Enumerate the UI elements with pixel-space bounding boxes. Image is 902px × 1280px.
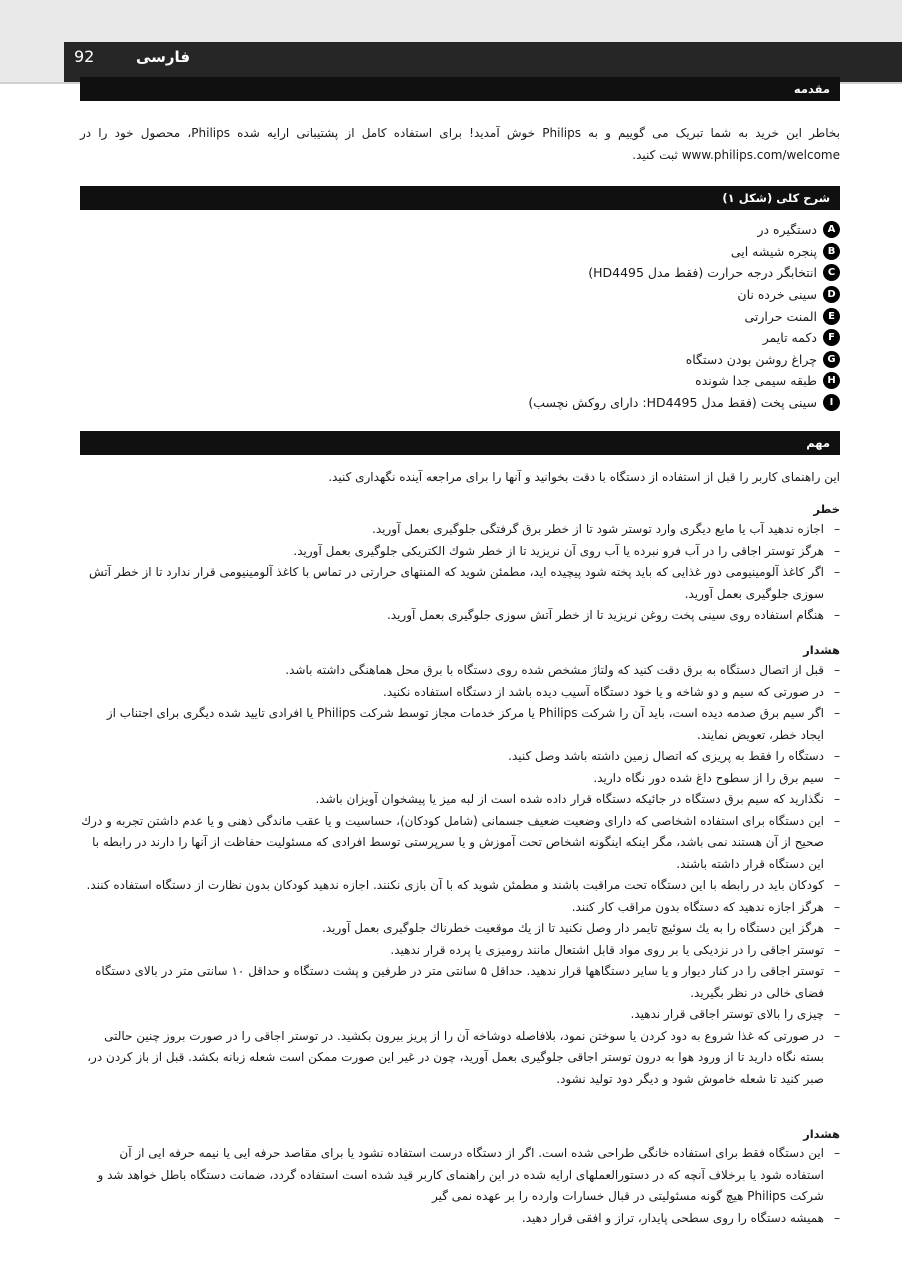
bullet-item: – این دستگاه فقط برای استفاده خانگی طراحی شده است. اگر از دستگاه درست استفاده نشود یا برای مقاصد حرفه ایی یا نیمه حرفه ایی از آن استفاده شود یا برخلاف آنچه که در دستورالعملهای ارایه شده در این راهنمای کاربر قید شده است استفاده گردد، ضمانت دستگاه باطل خواهد شد و شرکت Philips هیچ گونه مسئولیتی در قبال خسارات وارده را بر عهده نمی گیر [80, 1143, 840, 1208]
part-letter-badge: D [823, 286, 840, 303]
important-intro: این راهنمای کاربر را قبل از استفاده از دستگاه با دقت بخوانید و آنها را برای مراجعه آینده نگهداری کنید. [328, 470, 840, 484]
parts-list [80, 219, 840, 413]
warning-title: هشدار [803, 643, 840, 657]
part-label: المنت حرارتی [744, 308, 817, 324]
bullet-item: – هرگز اجازه ندهید که دستگاه بدون مراقب کار کنند. [80, 897, 840, 919]
warning-list [80, 660, 840, 1090]
top-banner [0, 0, 902, 84]
bullet-item: – اجازه ندهید آب یا مایع دیگری وارد توستر شود تا از خطر برق گرفتگی جلوگیری بعمل آورید. [80, 519, 840, 541]
bullet-item: – اگر سیم برق صدمه دیده است، باید آن را شرکت Philips یا مرکز خدمات مجاز توسط شرکت Philips یا افرادی تایید شده دیگری برای اجتناب از ایجاد خطر، تعویض نمایند. [80, 703, 840, 746]
part-item [80, 349, 840, 371]
part-letter-badge: F [823, 329, 840, 346]
bullet-item: – همیشه دستگاه را روی سطحی پایدار، تراز و افقی قرار دهید. [80, 1208, 840, 1230]
part-item [80, 370, 840, 392]
part-letter-badge: B [823, 243, 840, 260]
overview-heading-bar: شرح کلی (شکل ۱) [80, 186, 840, 210]
bullet-item: – هرگز توستر اجاقی را در آب فرو نبرده یا آب روی آن نریزید تا از خطر شوك الکتریکی جلوگیری بعمل آورید. [80, 541, 840, 563]
part-label: چراغ روشن بودن دستگاه [685, 351, 817, 367]
intro-text: بخاطر این خرید به شما تبریک می گوییم و به Philips خوش آمدید! برای استفاده کامل از پشتیبانی ارایه شده Philips، محصول خود را در www.philips.com/welcome ثبت کنید. [80, 126, 840, 162]
bullet-item: – هنگام استفاده روی سینی پخت روغن نریزید تا از خطر آتش سوزی جلوگیری بعمل آورید. [80, 605, 840, 627]
part-item [80, 305, 840, 327]
part-label: دکمه تایمر [762, 330, 817, 346]
part-label: سینی پخت (فقط مدل HD4495: دارای روکش نچسب) [528, 395, 817, 411]
part-item [80, 392, 840, 414]
caution-list [80, 1143, 840, 1229]
bullet-item: – توستر اجاقی را در نزدیکی یا بر روی مواد قابل اشتعال مانند رومیزی یا پرده قرار ندهید. [80, 940, 840, 962]
part-item [80, 327, 840, 349]
bullet-item: – کودکان باید در رابطه با این دستگاه تحت مراقبت باشند و مطمئن شوید که با آن بازی نکنند. اجازه ندهید کودکان بدون نظارت از دستگاه استفاده کنند. [80, 875, 840, 897]
part-item [80, 284, 840, 306]
page-number: 92 [74, 47, 95, 66]
part-item [80, 219, 840, 241]
bullet-item: – در صورتی که غذا شروع به دود کردن یا سوختن نمود، بلافاصله دوشاخه آن را از پریز بیرون بکشید. در توستر اجاقی را در صورت بروز چنین حالتی بسته نگاه دارید تا از ورود هوا به درون توستر اجاقی جلوگیری بعمل آورید، چون در غیر این صورت ممکن است شعله زبانه بکشد. قبل از باز کردن در، صبر کنید تا شعله خاموش شود و دیگر دود تولید نشود. [80, 1026, 840, 1091]
part-item [80, 262, 840, 284]
part-letter-badge: E [823, 308, 840, 325]
part-letter-badge: H [823, 372, 840, 389]
part-label: طبقه سیمی جدا شونده [695, 373, 817, 389]
bullet-item: – چیزی را بالای توستر اجاقی قرار ندهید. [80, 1004, 840, 1026]
part-letter-badge: C [823, 264, 840, 281]
part-label: انتخابگر درجه حرارت (فقط مدل HD4495) [588, 265, 817, 281]
part-label: دستگیره در [757, 222, 817, 238]
part-label: پنجره شیشه ایی [730, 243, 817, 259]
language-label: فارسی [136, 48, 191, 66]
part-letter-badge: A [823, 221, 840, 238]
bullet-item: – توستر اجاقی را در کنار دیوار و یا سایر دستگاهها قرار ندهید. حداقل ۵ سانتی متر در طرفین و پشت دستگاه و حداقل ۱۰ سانتی متر در بالای دستگاه فضای خالی در نظر بگیرید. [80, 961, 840, 1004]
caution-title: هشدار [803, 1127, 840, 1141]
part-letter-badge: G [823, 351, 840, 368]
bullet-item: – این دستگاه برای استفاده اشخاصی که دارای وضعیت ضعیف جسمانی (شامل کودکان)، حساسیت و یا عقب ماندگی ذهنی و یا عدم داشتن تجربه و درك صحیح از آن هستند نمی باشد، مگر اینکه اینگونه اشخاص تحت آموزش و یا سرپرستی توسط افرادی که مسئولیت حفاظت از آنها را دارند در رابطه با این دستگاه قرار داشته باشند. [80, 811, 840, 876]
bullet-item: – هرگز این دستگاه را به یك سوئیچ تایمر دار وصل نکنید تا از یك موقعیت خطرناك جلوگیری بعمل آورید. [80, 918, 840, 940]
part-label: سینی خرده نان [737, 287, 817, 303]
bullet-item: – دستگاه را فقط به پریزی که اتصال زمین داشته باشد وصل کنید. [80, 746, 840, 768]
bullet-item: – نگذارید که سیم برق دستگاه در جائیکه دستگاه قرار داده شده است از لبه میز یا پیشخوان آویزان باشد. [80, 789, 840, 811]
bullet-item: – اگر کاغذ آلومینیومی دور غذایی که باید پخته شود پیچیده اید، مطمئن شوید که المنتهای حرارتی در تماس با کاغذ آلومینیومی قرار ندارد تا از خطر آتش سوزی جلوگیری بعمل آورید. [80, 562, 840, 605]
bullet-item: – در صورتی که سیم و دو شاخه و یا خود دستگاه آسیب دیده باشد از دستگاه استفاده نکنید. [80, 682, 840, 704]
important-heading-bar: مهم [80, 431, 840, 455]
part-item [80, 241, 840, 263]
intro-heading-bar: مقدمه [80, 77, 840, 101]
danger-title: خطر [813, 502, 840, 516]
bullet-item: – قبل از اتصال دستگاه به برق دقت کنید که ولتاژ مشخص شده روی دستگاه با برق محل هماهنگی داشته باشد. [80, 660, 840, 682]
danger-list [80, 519, 840, 627]
part-letter-badge: I [823, 394, 840, 411]
bullet-item: – سیم برق را از سطوح داغ شده دور نگاه دارید. [80, 768, 840, 790]
